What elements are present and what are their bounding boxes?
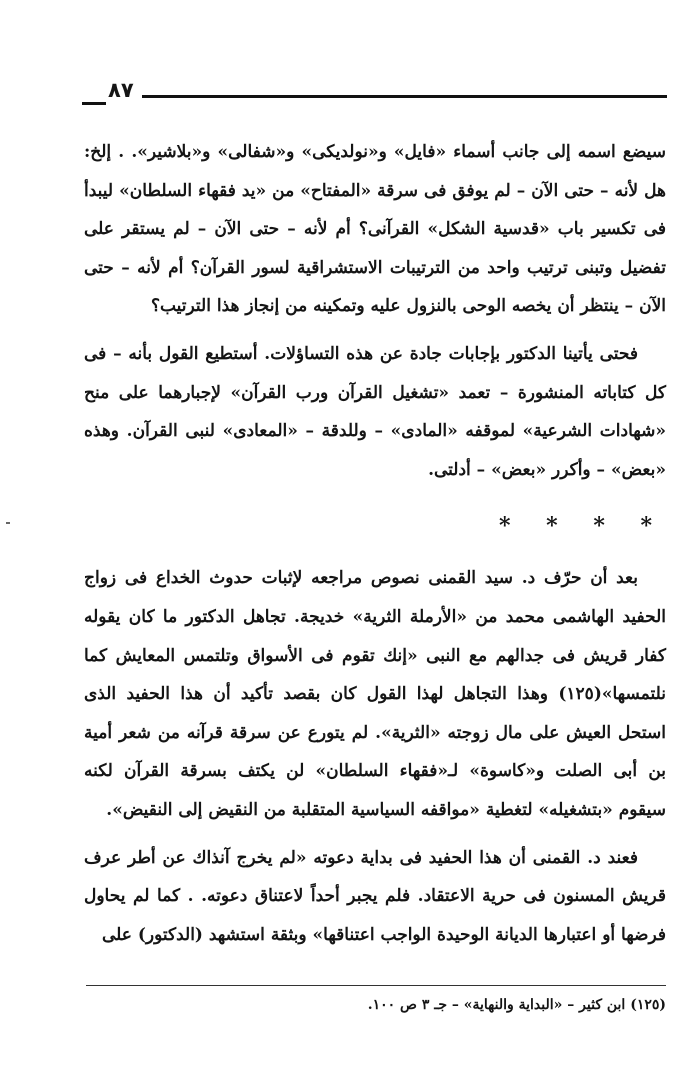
text-line: أبى الصلت و«كاسوة» لـ«فقهاء السلطان» لن يكتف بسرقة القرآن لكنه سيقوم: [84, 761, 666, 820]
section-separator: * * * *: [499, 513, 666, 540]
text-line: فعند د. القمنى أن هذا الحفيد فى بداية دعوته «لم يخرج آنذاك عن أطر عرف: [84, 847, 638, 868]
page-number: ٨٧: [108, 78, 134, 102]
text-line: نلتمسها»(١٢٥) وهذا التجاهل لهذا القول كان بقصد تأكيد أن هذا الحفيد الذى: [84, 684, 666, 705]
header-rule-long: [142, 95, 667, 98]
text-line: هل لأنه – حتى الآن – لم يوفق فى سرقة «المفتاح» من «يد فقهاء السلطان» ليبدأ: [84, 180, 666, 201]
footnote: (١٢٥) ابن كثير – «البداية والنهاية» – جـ ٣ ص ١٠٠.: [367, 997, 666, 1013]
footnote-divider: [86, 985, 666, 986]
text-line: «بتشغيله» لتغطية «مواقفه السياسية المتقلبة من النقيض إلى النقيض».: [106, 799, 613, 820]
text-line: تفضيل وتبنى ترتيب واحد من الترتيبات الاستشراقية لسور القرآن؟ أم لأنه – حتى: [84, 257, 666, 278]
text-line: كفار قريش فى جدالهم مع النبى «إنك تقوم فى الأسواق وتلتمس المعايش كما: [84, 645, 666, 666]
text-line: فى كل كتاباته المنشورة – تعمد «تشغيل القرآن ورب القرآن» لإجبارهما على منح: [84, 343, 666, 403]
text-line: فرضها أو اعتبارها الديانة الوحيدة الواجب اعتناقها» وبثقة استشهد (الدكتور) على: [101, 924, 666, 945]
text-line: فى تكسير باب «قدسية الشكل» القرآنى؟ أم لأنه – حتى الآن – لم يستقر على: [84, 219, 666, 240]
text-line: استحل العيش على مال زوجته «الثرية». لم يتورع عن سرقة قرآنه من شعر أمية بن: [84, 722, 666, 782]
header-rule-short: [82, 102, 106, 105]
text-line: سيضع اسمه إلى جانب أسماء «فايل» و«نولديكى» و«شفالى» و«بلاشير». . إلخ:: [84, 142, 666, 162]
body-text: [84, 133, 666, 954]
paragraph-3: [84, 559, 666, 829]
text-line: «شهادات الشرعية» لموقفه «المادى» – وللدقة – «المعادى» لنبى القرآن. وهذه «بعض»: [84, 421, 666, 480]
margin-mark: [6, 522, 10, 524]
page-header: [82, 78, 667, 110]
text-line: الآن – ينتظر أن يخصه الوحى بالنزول عليه وتمكينه من إنجاز هذا الترتيب؟: [150, 296, 666, 317]
text-line: قريش المسنون فى حرية الاعتقاد. فلم يجبر أحداً لاعتناق دعوته. . كما لم يحاول: [84, 886, 666, 907]
paragraph-2: [84, 335, 666, 489]
text-line: فحتى يأتينا الدكتور بإجابات جادة عن هذه التساؤلات. أستطيع القول بأنه –: [113, 343, 638, 364]
text-line: – وأكرر «بعض» – أدلتى.: [428, 459, 606, 480]
paragraph-4: [84, 839, 666, 955]
text-line: الحفيد الهاشمى محمد من «الأرملة الثرية» خديجة. تجاهل الدكتور ما كان يقوله: [84, 606, 666, 627]
text-line: بعد أن حرّف د. سيد القمنى نصوص مراجعه لإثبات حدوث الخداع فى زواج: [84, 568, 638, 589]
paragraph-1: [84, 133, 666, 326]
